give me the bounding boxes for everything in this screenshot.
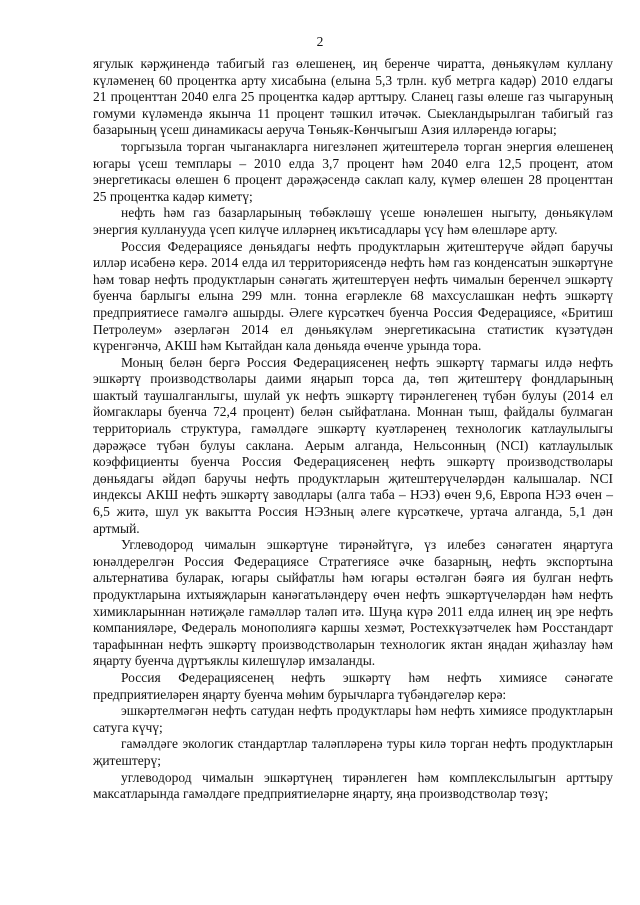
document-body xyxy=(93,56,613,803)
paragraph-6: Углеводород чималын эшкәртүне тирәнәйтүгә, үз илебез сәнәгатен яңартуга юнәлдерелгән Россия Федерациясе Стратегиясе әчке базарның, нефть экспортына альтернатива буларак, югары сыйфатлы һәм югары өстәлгән бәягә ия булган нефть продуктларына ихтыяҗларын канәгатьләндерү өчен нефть эшкәртүчеләрдән һәм нефть химикларыннан нәтиҗәле гамәлләр таләп итә. Шуңа күрә 2011 елда илнең иң эре нефть компанияләре, Федераль монополиягә каршы хезмәт, Ростехкүзәтчелек һәм Росстандарт тарафыннан нефть эшкәртү производстволарын технологик яктан яңадан җиһазлау һәм яңарту буенча дүртъяклы килешүләр имзаланды. xyxy=(93,537,613,669)
page-number: 2 xyxy=(316,34,324,49)
paragraph-10: углеводород чималын эшкәртүнең тирәнлеген һәм комплекслылыгын арттыру максатларында гамәлдәге предприятиеләрне яңарту, яңа производстволар төзү; xyxy=(93,769,613,802)
paragraph-4: Россия Федерациясе дөньядагы нефть продуктларын җитештерүче әйдәп баручы илләр исәбенә керә. 2014 елда ил территориясендә нефть һәм газ конденсатын эшкәртүне һәм товар нефть продуктларын сәнәгать җитештерүен нефть чималын беренчел эшкәртү буенча барлыгы елына 299 млн. тонна егәрлекле 68 махсуслашкан нефть эшкәртү предприятиесе гамәлгә ашырды. Әлеге күрсәткеч буенча Россия Федерациясе, «Бритиш Петролеум» әзерләгән 2014 ел дөньякүләм энергетикасына статистик күзәтүдән күренгәнчә, АКШ һәм Кытайдан кала дөньяда өченче урында тора. xyxy=(93,238,613,354)
paragraph-5: Моның белән бергә Россия Федерациясенең нефть эшкәртү тармагы илдә нефть эшкәртү производстволары даими яңарып торса да, төп җитештерү фондларының шактый таушалганлыгы, шулай ук нефть эшкәртү тирәнлегенең түбән булуы (2014 ел йомгаклары буенча 72,4 процент) белән сыйфатлана. Моннан тыш, файдалы булмаган территориаль структура, гамәлдәге эшкәртү куәтләренең технологик катлаулылыгы дәрәҗәсе түбән булуы саклана. Аерым алганда, Нельсонның (NCI) катлаулылык коэффициенты буенча Россия Федерациясенең нефть эшкәртү производстволары дөньядагы әйдәп баручы нефть продуктларын җитештерүчеләрдән калышалар. NCI индексы АКШ нефть эшкәртү заводлары (алга таба – НЭЗ) өчен 9,6, Европа НЭЗ өчен – 6,5 житә, шул ук вакытта Россия НЭЗның әлеге күрсәткече, уртача алганда, 5,1 дән артмый. xyxy=(93,354,613,536)
paragraph-1: ягулык кәрҗинендә табигый газ өлешенең, иң беренче чиратта, дөньякүләм куллану күләменең 60 процентка арту хисабына (елына 5,3 трлн. куб метрга кадәр) 2010 елдагы 21 проценттан 2040 елга 25 процентка кадәр арттыру. Сланец газы өлеше газ чыгаруның гомуми күләмендә якынча 11 процент тәшкил итәчәк. Сыекландырылган табигый газ базарының үсеш динамикасы аеруча Төньяк-Көнчыгыш Азия илләрендә югары; xyxy=(93,56,613,138)
paragraph-2: торгызыла торган чыганакларга нигезләнеп җитештерелә торган энергия өлешенең югары үсеш темплары – 2010 елда 3,7 процент һәм 2040 елга 12,5 процент, атом энергетикасы өлешен 6 процент дәрәҗәсендә саклап калу, күмер өлешен 28 проценттан 25 процентка кадәр киметү; xyxy=(93,138,613,204)
paragraph-7: Россия Федерациясенең нефть эшкәртү һәм нефть химиясе сәнәгате предприятиеләрен яңарту буенча мөһим бурычларга түбәндәгеләр керә: xyxy=(93,669,613,702)
paragraph-9: гамәлдәге экологик стандартлар таләпләренә туры килә торган нефть продуктларын җитештерү; xyxy=(93,736,613,768)
paragraph-3: нефть һәм газ базарларының төбәкләшү үсеше юнәлешен ныгыту, дөньякүләм энергия кулланууда үсеп килүче илләрнең икътисадлары үсү һәм өлешләре арту. xyxy=(93,205,613,237)
paragraph-8: эшкәртелмәгән нефть сатудан нефть продуктлары һәм нефть химиясе продуктларын сатуга күчү; xyxy=(93,703,613,735)
